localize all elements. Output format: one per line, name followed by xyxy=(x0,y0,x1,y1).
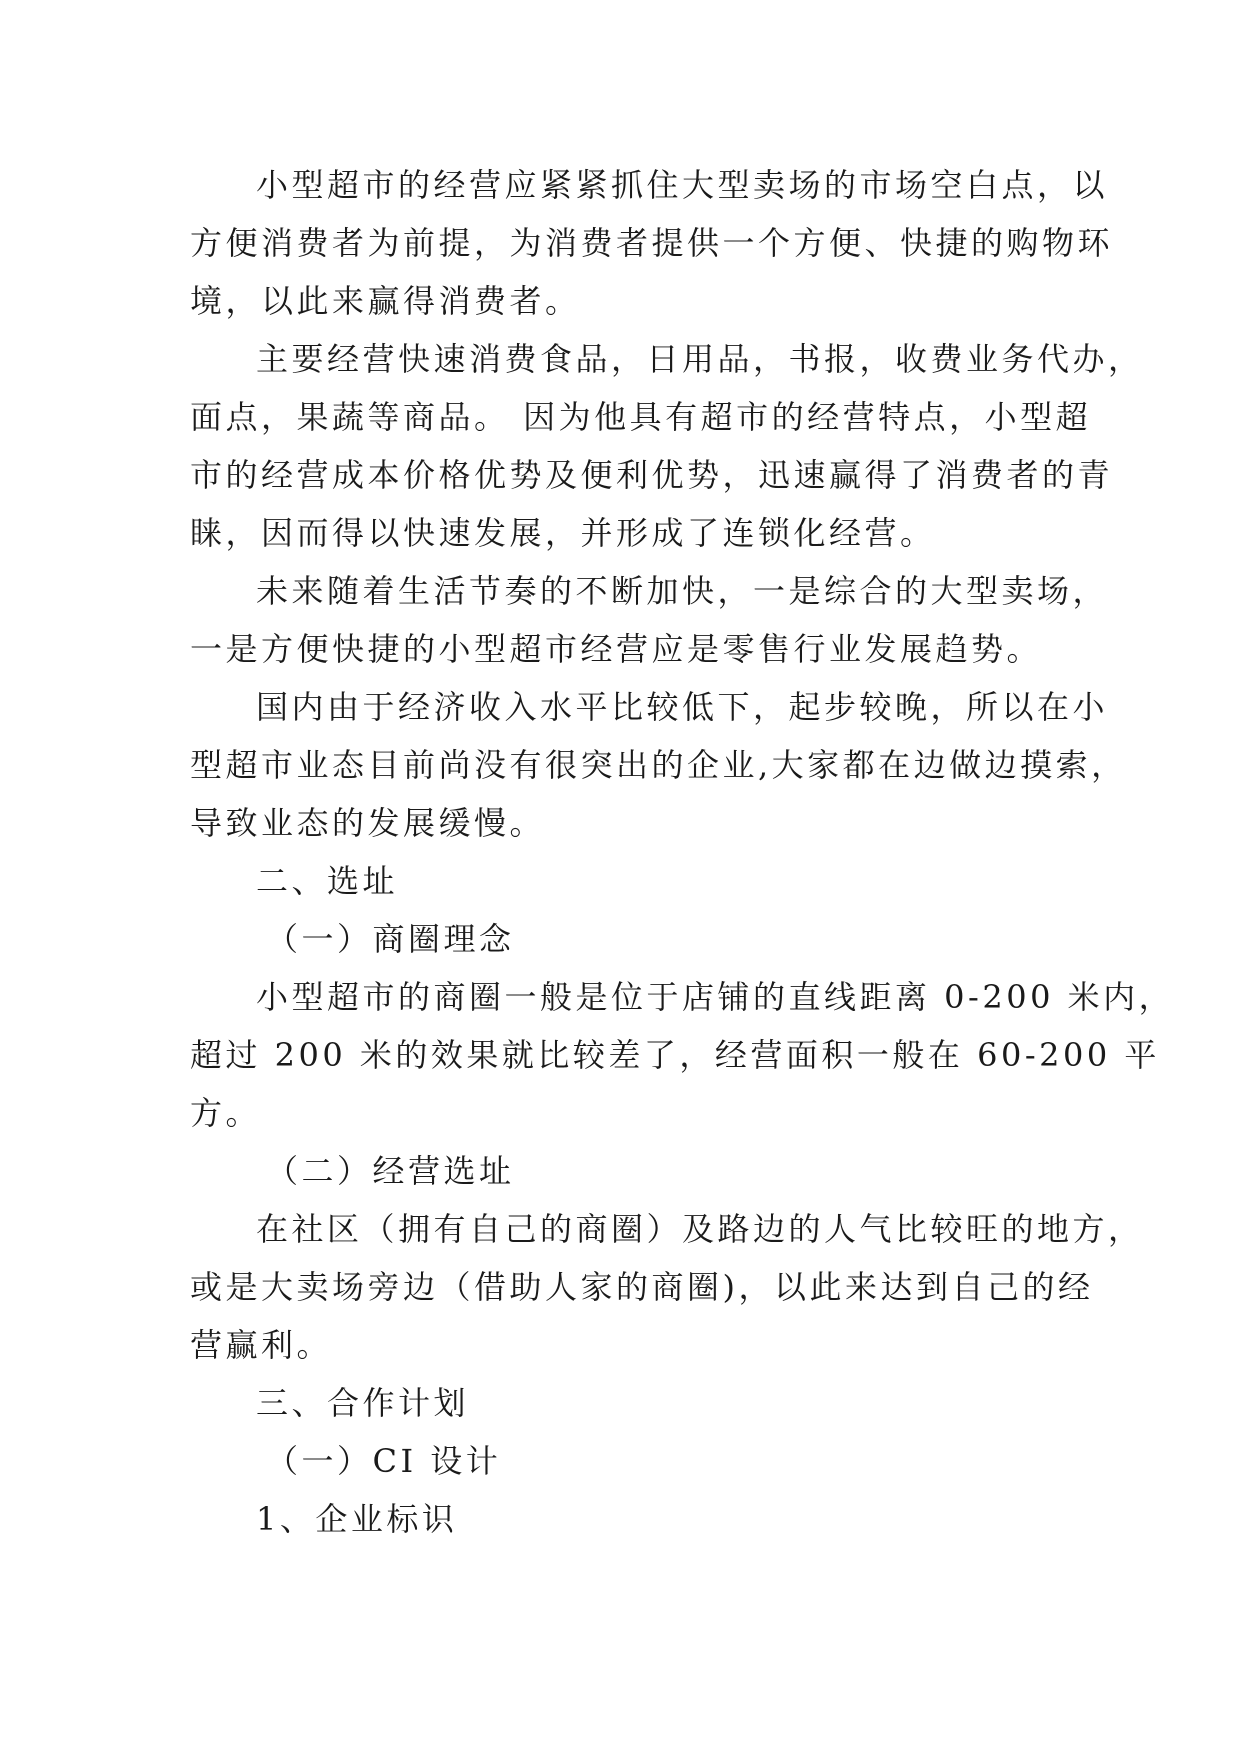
text-line: 境，以此来赢得消费者。 xyxy=(190,282,581,320)
paragraph-1 xyxy=(190,156,1114,330)
text-line: 一是方便快捷的小型超市经营应是零售行业发展趋势。 xyxy=(190,630,1043,668)
paragraph-4 xyxy=(190,678,1127,852)
text-line: 导致业态的发展缓慢。 xyxy=(190,804,546,842)
list-item-corporate-identity: 1、企业标识 xyxy=(256,1500,458,1538)
section-heading-cooperation-plan: 三、合作计划 xyxy=(256,1384,470,1422)
paragraph-site xyxy=(190,1200,1144,1374)
paragraph-3 xyxy=(190,562,1109,678)
text-line: 型超市业态目前尚没有很突出的企业,大家都在边做边摸索， xyxy=(190,746,1127,784)
text-line: 睐，因而得以快速发展，并形成了连锁化经营。 xyxy=(190,514,936,552)
text-line: 国内由于经济收入水平比较低下，起步较晚，所以在小 xyxy=(256,688,1109,726)
section-heading-site-selection: 二、选址 xyxy=(256,862,399,900)
text-line: 小型超市的商圈一般是位于店铺的直线距离 0-200 米内， xyxy=(256,978,1175,1016)
text-line: 超过 200 米的效果就比较差了，经营面积一般在 60-200 平 xyxy=(190,1036,1160,1074)
text-line: 市的经营成本价格优势及便利优势，迅速赢得了消费者的青 xyxy=(190,456,1114,494)
paragraph-business-circle xyxy=(190,968,1175,1142)
text-line: 主要经营快速消费食品，日用品，书报，收费业务代办， xyxy=(256,340,1144,378)
subsection-heading-site: （二）经营选址 xyxy=(266,1152,515,1190)
text-line: 在社区（拥有自己的商圈）及路边的人气比较旺的地方， xyxy=(256,1210,1144,1248)
text-line: 未来随着生活节奏的不断加快，一是综合的大型卖场， xyxy=(256,572,1109,610)
text-line: 面点，果蔬等商品。 因为他具有超市的经营特点，小型超 xyxy=(190,398,1092,436)
text-line: 小型超市的经营应紧紧抓住大型卖场的市场空白点，以 xyxy=(256,166,1109,204)
subsection-heading-business-circle: （一）商圈理念 xyxy=(266,920,515,958)
text-line: 营赢利。 xyxy=(190,1326,333,1364)
text-line: 或是大卖场旁边（借助人家的商圈)，以此来达到自己的经 xyxy=(190,1268,1094,1306)
subsection-heading-ci-design: （一）CI 设计 xyxy=(266,1442,502,1480)
text-line: 方便消费者为前提，为消费者提供一个方便、快捷的购物环 xyxy=(190,224,1114,262)
text-line: 方。 xyxy=(190,1094,262,1132)
document-body xyxy=(190,156,1175,1548)
paragraph-2 xyxy=(190,330,1144,562)
